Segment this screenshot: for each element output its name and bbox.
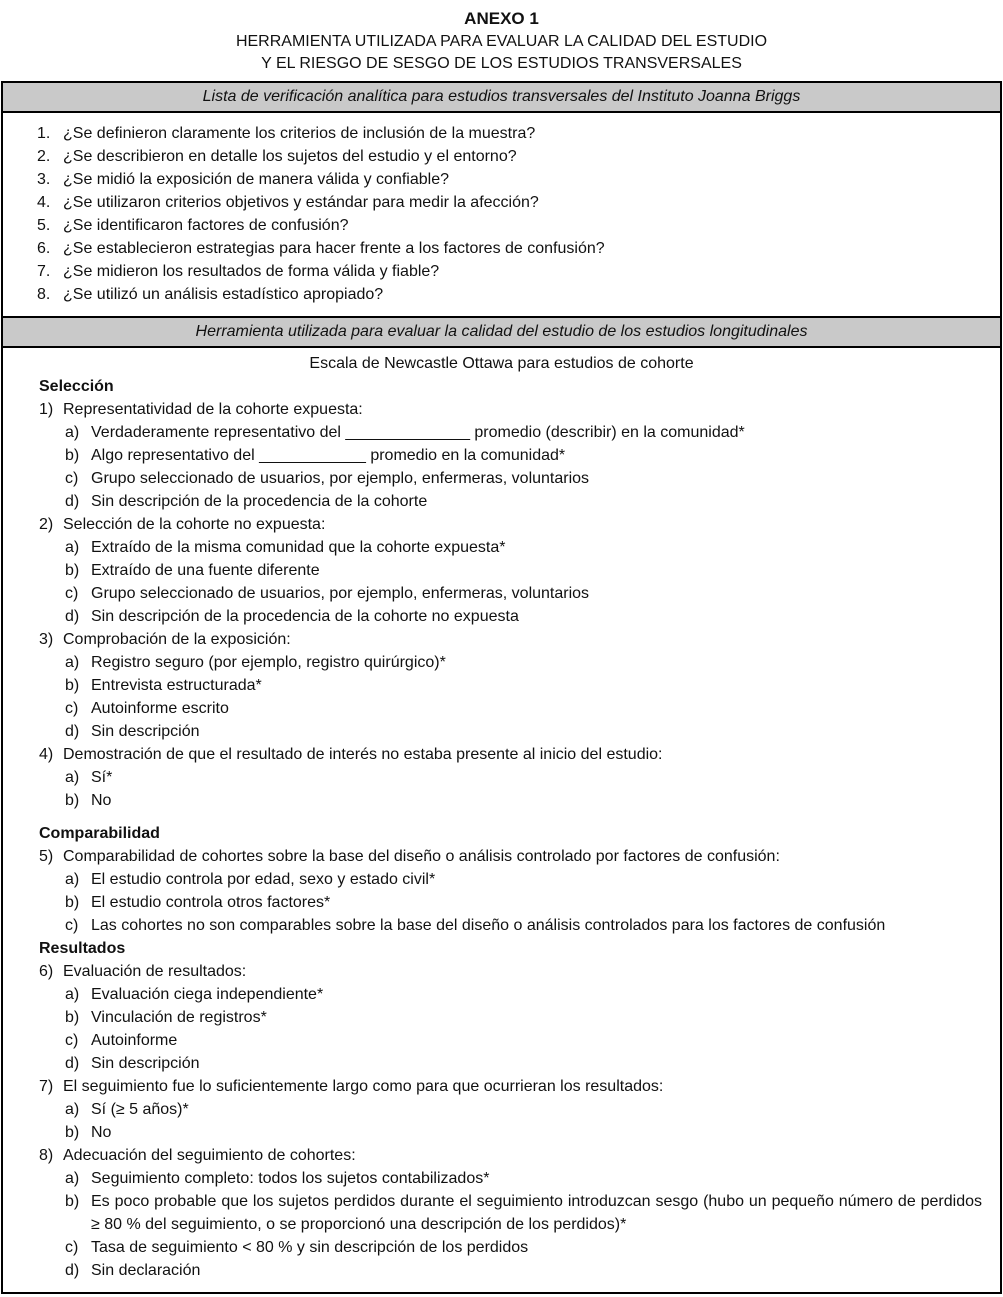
option-text: Vinculación de registros*: [91, 1009, 267, 1026]
option-letter: a): [65, 539, 80, 556]
item-text: ¿Se utilizó un análisis estadístico apropiado?: [63, 286, 384, 303]
question-text: Evaluación de resultados:: [63, 963, 247, 980]
item-text: ¿Se utilizaron criterios objetivos y estándar para medir la afección?: [63, 194, 539, 211]
option-letter: a): [65, 424, 80, 441]
option-letter: d): [65, 608, 80, 625]
option-text: Autoinforme: [91, 1032, 178, 1049]
option-letter: a): [65, 871, 80, 888]
question: [21, 1075, 982, 1098]
question-number: 1): [39, 401, 54, 418]
option-text: Tasa de seguimiento < 80 % y sin descripción de los perdidos: [91, 1239, 529, 1256]
option: [21, 891, 982, 914]
option-letter: b): [65, 1009, 80, 1026]
option: [21, 1167, 982, 1190]
item-number: 3.: [37, 171, 51, 188]
checklist-item: [21, 168, 982, 191]
question: [21, 1144, 982, 1167]
option-text: Sin declaración: [91, 1262, 201, 1279]
option-letter: d): [65, 493, 80, 510]
option-text: Verdaderamente representativo del ______________ promedio (describir) en la comunidad*: [91, 424, 745, 441]
option-text: Sin descripción de la procedencia de la cohorte no expuesta: [91, 608, 519, 625]
item-number: 7.: [37, 263, 51, 280]
checklist-jbi: [3, 113, 1000, 316]
section-heading: Comparabilidad: [39, 825, 160, 842]
newcastle-ottawa-scale: [3, 348, 1000, 1292]
option-letter: d): [65, 1262, 80, 1279]
checklist-item: [21, 283, 982, 306]
option: [21, 651, 982, 674]
option-letter: c): [65, 1032, 79, 1049]
option-letter: d): [65, 1055, 80, 1072]
option: [21, 559, 982, 582]
option: [21, 789, 982, 812]
option: [21, 1259, 982, 1282]
option-text: Sin descripción: [91, 1055, 200, 1072]
item-number: 1.: [37, 125, 51, 142]
option: [21, 536, 982, 559]
option-text: Entrevista estructurada*: [91, 677, 262, 694]
option-letter: a): [65, 769, 80, 786]
option: [21, 697, 982, 720]
option: [21, 421, 982, 444]
item-number: 2.: [37, 148, 51, 165]
nos-section-comparabilidad: [21, 822, 982, 937]
question-text: Representatividad de la cohorte expuesta:: [63, 401, 363, 418]
option-letter: c): [65, 700, 79, 717]
option: [21, 1098, 982, 1121]
option-text: Sin descripción de la procedencia de la cohorte: [91, 493, 428, 510]
option-letter: a): [65, 1170, 80, 1187]
option-text: Grupo seleccionado de usuarios, por ejemplo, enfermeras, voluntarios: [91, 585, 590, 602]
item-text: ¿Se midió la exposición de manera válida y confiable?: [63, 171, 449, 188]
question-number: 6): [39, 963, 54, 980]
question-number: 5): [39, 848, 54, 865]
option: [21, 605, 982, 628]
question-number: 8): [39, 1147, 54, 1164]
option: [21, 1236, 982, 1259]
option-letter: b): [65, 677, 80, 694]
option: [21, 868, 982, 891]
option: [21, 766, 982, 789]
checklist-item: [21, 145, 982, 168]
question: [21, 513, 982, 536]
option-letter: a): [65, 654, 80, 671]
question-text: Comprobación de la exposición:: [63, 631, 291, 648]
option-letter: b): [65, 894, 80, 911]
page-title: ANEXO 1: [464, 9, 539, 28]
option-letter: c): [65, 1239, 79, 1256]
nos-section-seleccion: [21, 375, 982, 812]
option: [21, 490, 982, 513]
question-text: Selección de la cohorte no expuesta:: [63, 516, 326, 533]
section-heading: Selección: [39, 378, 114, 395]
question-number: 4): [39, 746, 54, 763]
item-text: ¿Se establecieron estrategias para hacer frente a los factores de confusión?: [63, 240, 605, 257]
option-text: Registro seguro (por ejemplo, registro quirúrgico)*: [91, 654, 446, 671]
option-letter: c): [65, 917, 79, 934]
section-header-nos: Herramienta utilizada para evaluar la calidad del estudio de los estudios longitudinales: [3, 316, 1000, 348]
question-text: El seguimiento fue lo suficientemente largo como para que ocurrieran los resultados:: [63, 1078, 664, 1095]
question-text: Adecuación del seguimiento de cohortes:: [63, 1147, 356, 1164]
question: [21, 628, 982, 651]
option: [21, 1121, 982, 1144]
section-heading: Resultados: [39, 940, 126, 957]
option: [21, 983, 982, 1006]
option-letter: b): [65, 562, 80, 579]
document-table: [1, 81, 1002, 1294]
item-number: 5.: [37, 217, 51, 234]
option: [21, 1029, 982, 1052]
option-text: Algo representativo del ____________ promedio en la comunidad*: [91, 447, 566, 464]
option-text: Extraído de una fuente diferente: [91, 562, 320, 579]
option-letter: d): [65, 723, 80, 740]
option-text: Evaluación ciega independiente*: [91, 986, 324, 1003]
option-text: No: [91, 1124, 112, 1141]
item-text: ¿Se midieron los resultados de forma válida y fiable?: [63, 263, 440, 280]
option-letter: b): [65, 792, 80, 809]
option-text: Extraído de la misma comunidad que la cohorte expuesta*: [91, 539, 506, 556]
option-text: Autoinforme escrito: [91, 700, 229, 717]
option-text: No: [91, 792, 112, 809]
option-text: Grupo seleccionado de usuarios, por ejemplo, enfermeras, voluntarios: [91, 470, 590, 487]
option-text: Seguimiento completo: todos los sujetos contabilizados*: [91, 1170, 490, 1187]
item-text: ¿Se describieron en detalle los sujetos del estudio y el entorno?: [63, 148, 517, 165]
item-text: ¿Se definieron claramente los criterios de inclusión de la muestra?: [63, 125, 536, 142]
option: [21, 674, 982, 697]
option-text: Las cohortes no son comparables sobre la base del diseño o análisis controlados para los factores de confusión: [91, 917, 886, 934]
option-letter: b): [65, 1193, 80, 1210]
option-letter: a): [65, 986, 80, 1003]
question-number: 3): [39, 631, 54, 648]
option-text: Es poco probable que los sujetos perdidos durante el seguimiento introduzcan sesgo (hubo un pequeño número de perdidos ≥ 80 % del seguimiento, o se proporcionó una descripción de los perdidos)*: [91, 1193, 982, 1233]
option: [21, 582, 982, 605]
question: [21, 743, 982, 766]
document-subtitle-line-2: Y EL RIESGO DE SESGO DE LOS ESTUDIOS TRANSVERSALES: [261, 55, 742, 72]
question: [21, 398, 982, 421]
option-letter: b): [65, 1124, 80, 1141]
option: [21, 1052, 982, 1075]
item-number: 8.: [37, 286, 51, 303]
option-text: Sí (≥ 5 años)*: [91, 1101, 189, 1118]
option-letter: c): [65, 585, 79, 602]
section-header-jbi: Lista de verificación analítica para estudios transversales del Instituto Joanna Briggs: [3, 83, 1000, 113]
option-letter: c): [65, 470, 79, 487]
question: [21, 845, 982, 868]
question-number: 2): [39, 516, 54, 533]
option: [21, 1190, 982, 1236]
item-number: 4.: [37, 194, 51, 211]
checklist-item: [21, 214, 982, 237]
question-text: Demostración de que el resultado de interés no estaba presente al inicio del estudio:: [63, 746, 663, 763]
option: [21, 1006, 982, 1029]
option: [21, 720, 982, 743]
option-letter: a): [65, 1101, 80, 1118]
option-text: Sin descripción: [91, 723, 200, 740]
checklist-item: [21, 237, 982, 260]
question-number: 7): [39, 1078, 54, 1095]
option-text: El estudio controla por edad, sexo y estado civil*: [91, 871, 436, 888]
option-text: Sí*: [91, 769, 113, 786]
item-text: ¿Se identificaron factores de confusión?: [63, 217, 349, 234]
checklist-item: [21, 260, 982, 283]
document-subtitle-line-1: HERRAMIENTA UTILIZADA PARA EVALUAR LA CALIDAD DEL ESTUDIO: [235, 33, 768, 50]
checklist-item: [21, 122, 982, 145]
option: [21, 914, 982, 937]
option-text: El estudio controla otros factores*: [91, 894, 331, 911]
option: [21, 444, 982, 467]
option-letter: b): [65, 447, 80, 464]
question: [21, 960, 982, 983]
document-title-block: [0, 0, 1003, 75]
question-text: Comparabilidad de cohortes sobre la base del diseño o análisis controlado por factores de confusión:: [63, 848, 780, 865]
nos-section-resultados: [21, 937, 982, 1282]
item-number: 6.: [37, 240, 51, 257]
option: [21, 467, 982, 490]
nos-subtitle: Escala de Newcastle Ottawa para estudios de cohorte: [309, 355, 694, 372]
checklist-item: [21, 191, 982, 214]
